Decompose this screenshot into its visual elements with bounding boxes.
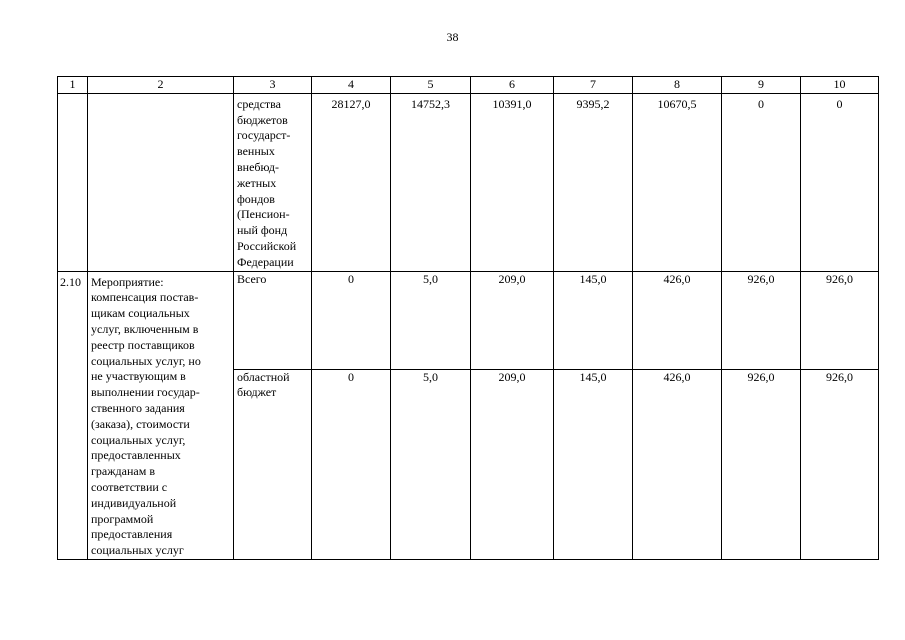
text-line: бюджет [237,385,277,400]
header-cell: 2 [88,77,234,94]
value-cell: 10391,0 [471,93,554,271]
text-line: (Пенсион- [237,207,290,222]
text-line: соответствии с [91,479,168,494]
table-row-item-total [58,271,879,369]
text-line: индивидуальной [91,495,177,510]
header-cell: 10 [801,77,879,94]
value-cell: 926,0 [801,369,879,559]
header-cell: 4 [312,77,391,94]
value-cell: 926,0 [722,271,801,369]
value-cell: 28127,0 [312,93,391,271]
value-cell: 5,0 [391,271,471,369]
text-line: бюджетов [237,112,288,127]
text-line: программой [91,511,154,526]
value-cell: 926,0 [722,369,801,559]
funding-source-cell [234,369,312,559]
text-line: средства [237,96,282,111]
value-cell: 0 [312,271,391,369]
text-line: Федерации [237,254,294,269]
value-cell: 926,0 [801,271,879,369]
header-cell: 3 [234,77,312,94]
table-header-row [58,77,879,94]
header-cell: 1 [58,77,88,94]
text-line: выполнении государ- [91,385,200,400]
text-line: компенсация постав- [91,290,199,305]
header-cell: 6 [471,77,554,94]
text-line: реестр поставщиков [91,337,195,352]
text-line: предоставленных [91,448,181,463]
text-line: социальных услуг, [91,432,186,447]
item-number-cell: 2.10 [58,271,88,559]
value-cell: 145,0 [554,271,633,369]
funding-source-cell: Всего [234,271,312,369]
value-cell: 9395,2 [554,93,633,271]
text-line: венных [237,144,275,159]
text-line: Российской [237,238,297,253]
text-line: (заказа), стоимости [91,416,190,431]
empty-cell [88,93,234,271]
funding-source-cell [234,93,312,271]
value-cell: 209,0 [471,271,554,369]
value-cell: 0 [801,93,879,271]
text-line: социальных услуг [91,543,184,558]
empty-cell [58,93,88,271]
text-line: внебюд- [237,159,279,174]
text-line: Мероприятие: [91,274,164,289]
value-cell: 10670,5 [633,93,722,271]
text-line: жетных [237,175,277,190]
text-line: фондов [237,191,275,206]
value-cell: 209,0 [471,369,554,559]
item-description-cell [88,271,234,559]
value-cell: 426,0 [633,271,722,369]
budget-table [57,76,879,560]
text-line: ственного задания [91,400,185,415]
value-cell: 145,0 [554,369,633,559]
text-line: щикам социальных [91,306,190,321]
text-line: не участвующим в [91,369,186,384]
value-cell: 0 [312,369,391,559]
header-cell: 9 [722,77,801,94]
text-line: государст- [237,128,291,143]
text-line: социальных услуг, но [91,353,201,368]
value-cell: 14752,3 [391,93,471,271]
value-cell: 426,0 [633,369,722,559]
text-line: предоставления [91,527,173,542]
text-line: ный фонд [237,223,288,238]
text-line: областной [237,369,290,384]
header-cell: 7 [554,77,633,94]
text-line: гражданам в [91,464,155,479]
table-row-pension-fund [58,93,879,271]
header-cell: 8 [633,77,722,94]
value-cell: 0 [722,93,801,271]
header-cell: 5 [391,77,471,94]
page-number: 38 [446,30,459,44]
text-line: услуг, включенным в [91,321,199,336]
value-cell: 5,0 [391,369,471,559]
